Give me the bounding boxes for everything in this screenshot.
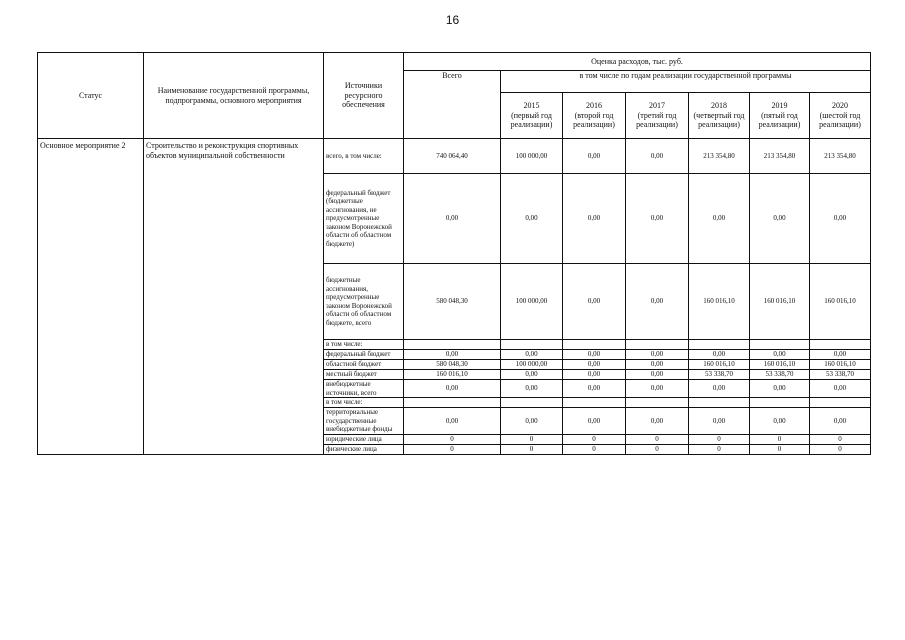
- value-year: 0,00: [626, 380, 689, 398]
- value-year: 213 354,80: [750, 139, 810, 174]
- value-year: 0,00: [501, 370, 563, 380]
- value-year: 0,00: [750, 174, 810, 264]
- value-year: 0,00: [689, 174, 750, 264]
- header-year-note: (второй год реализации): [573, 110, 615, 130]
- value-year: 160 016,10: [810, 264, 871, 340]
- value-total: 0,00: [404, 174, 501, 264]
- value-year: [810, 340, 871, 350]
- value-year: 0,00: [810, 408, 871, 435]
- source-label: территориальные государственные внебюджетные фонды: [324, 408, 404, 435]
- value-year: 0: [689, 434, 750, 444]
- record-name: Строительство и реконструкция спортивных объектов муниципальной собственности: [144, 139, 324, 455]
- value-total: 0: [404, 444, 501, 454]
- source-label: местный бюджет: [324, 370, 404, 380]
- value-year: 0: [626, 434, 689, 444]
- value-year: 0,00: [810, 174, 871, 264]
- source-label: физические лица: [324, 444, 404, 454]
- value-total: 0,00: [404, 408, 501, 435]
- value-year: 0,00: [563, 370, 626, 380]
- value-year: [689, 340, 750, 350]
- value-year: 53 338,70: [689, 370, 750, 380]
- value-year: 0,00: [626, 174, 689, 264]
- value-year: 0,00: [563, 350, 626, 360]
- header-year-label: 2018: [711, 101, 727, 111]
- header-year: [810, 93, 871, 139]
- value-year: 0,00: [563, 139, 626, 174]
- header-year-label: 2015: [523, 101, 540, 111]
- value-year: 0,00: [626, 408, 689, 435]
- header-total: Всего: [404, 71, 501, 139]
- value-year: 0,00: [626, 139, 689, 174]
- value-year: 0: [810, 434, 871, 444]
- value-total: 580 048,30: [404, 264, 501, 340]
- value-year: 160 016,10: [750, 360, 810, 370]
- source-label: в том числе:: [324, 398, 404, 408]
- header-year-note: (третий год реализации): [636, 110, 678, 130]
- header-year-note: (шестой год реализации): [819, 110, 861, 130]
- value-total: 740 064,40: [404, 139, 501, 174]
- source-label: юридические лица: [324, 434, 404, 444]
- value-year: 0,00: [563, 264, 626, 340]
- header-year-label: 2020: [832, 101, 848, 111]
- value-year: 160 016,10: [810, 360, 871, 370]
- value-year: 0: [501, 444, 563, 454]
- header-year: [689, 93, 750, 139]
- value-year: 160 016,10: [750, 264, 810, 340]
- page-number: 16: [445, 13, 460, 27]
- value-year: 0,00: [501, 350, 563, 360]
- value-year: 0: [689, 444, 750, 454]
- value-year: 0,00: [563, 174, 626, 264]
- value-year: 100 000,00: [501, 264, 563, 340]
- value-year: 0,00: [626, 370, 689, 380]
- value-total: 0: [404, 434, 501, 444]
- header-name: Наименование государственной программы, подпрограммы, основного мероприятия: [144, 53, 324, 139]
- value-year: 0,00: [563, 380, 626, 398]
- header-year-label: 2016: [586, 101, 602, 111]
- value-year: 53 338,70: [750, 370, 810, 380]
- value-year: 0,00: [750, 408, 810, 435]
- header-year-note: (первый год реализации): [510, 110, 553, 130]
- value-total: 580 048,30: [404, 360, 501, 370]
- table-row: [38, 139, 871, 174]
- value-year: 0,00: [750, 380, 810, 398]
- source-label: внебюджетные источники, всего: [324, 380, 404, 398]
- value-total: 0,00: [404, 350, 501, 360]
- value-year: 0,00: [626, 350, 689, 360]
- value-year: 0: [810, 444, 871, 454]
- value-year: [501, 398, 563, 408]
- value-year: 0,00: [563, 360, 626, 370]
- source-label: всего, в том числе:: [324, 139, 404, 174]
- value-year: [689, 398, 750, 408]
- value-year: 0,00: [501, 380, 563, 398]
- header-year: [563, 93, 626, 139]
- header-year-note: (четвертый год реализации): [693, 110, 745, 130]
- value-total: [404, 340, 501, 350]
- source-label: областной бюджет: [324, 360, 404, 370]
- header-sources: Источники ресурсного обеспечения: [324, 53, 404, 139]
- value-year: 0,00: [689, 408, 750, 435]
- source-label: федеральный бюджет (бюджетные ассигнования, не предусмотренные законом Воронежской области об областном бюджете): [324, 174, 404, 264]
- value-year: 160 016,10: [689, 360, 750, 370]
- value-year: 100 000,00: [501, 139, 563, 174]
- value-year: 0,00: [810, 350, 871, 360]
- value-year: [563, 398, 626, 408]
- value-year: 0: [563, 434, 626, 444]
- value-year: 0,00: [689, 350, 750, 360]
- header-status: Статус: [38, 53, 144, 139]
- value-year: [626, 398, 689, 408]
- header-year: [501, 93, 563, 139]
- value-year: 0,00: [626, 264, 689, 340]
- header-expenses: Оценка расходов, тыс. руб.: [404, 53, 871, 71]
- source-label: федеральный бюджет: [324, 350, 404, 360]
- header-year: [626, 93, 689, 139]
- value-year: 0: [563, 444, 626, 454]
- value-total: [404, 398, 501, 408]
- header-year-note: (пятый год реализации): [758, 110, 801, 130]
- value-year: 213 354,80: [689, 139, 750, 174]
- value-year: 0: [501, 434, 563, 444]
- value-year: 0,00: [810, 380, 871, 398]
- value-year: [750, 398, 810, 408]
- value-year: [810, 398, 871, 408]
- value-total: 0,00: [404, 380, 501, 398]
- header-year-label: 2019: [771, 101, 788, 111]
- value-year: 100 000,00: [501, 360, 563, 370]
- value-year: [626, 340, 689, 350]
- header-by-years: в том числе по годам реализации государственной программы: [501, 71, 871, 93]
- source-label: бюджетные ассигнования, предусмотренные законом Воронежской области об областном бюджете, всего: [324, 264, 404, 340]
- value-year: 160 016,10: [689, 264, 750, 340]
- value-year: 0,00: [501, 408, 563, 435]
- value-year: 0,00: [750, 350, 810, 360]
- value-year: [563, 340, 626, 350]
- value-year: 53 338,70: [810, 370, 871, 380]
- record-status: Основное мероприятие 2: [38, 139, 144, 455]
- value-year: [501, 340, 563, 350]
- source-label: в том числе:: [324, 340, 404, 350]
- header-year: [750, 93, 810, 139]
- value-year: 0,00: [563, 408, 626, 435]
- value-year: 0,00: [501, 174, 563, 264]
- value-year: [750, 340, 810, 350]
- value-year: 0: [750, 444, 810, 454]
- header-year-label: 2017: [649, 101, 665, 111]
- value-year: 0,00: [626, 360, 689, 370]
- value-year: 0: [626, 444, 689, 454]
- value-total: 160 016,10: [404, 370, 501, 380]
- value-year: 0: [750, 434, 810, 444]
- value-year: 213 354,80: [810, 139, 871, 174]
- value-year: 0,00: [689, 380, 750, 398]
- budget-table: [37, 52, 871, 455]
